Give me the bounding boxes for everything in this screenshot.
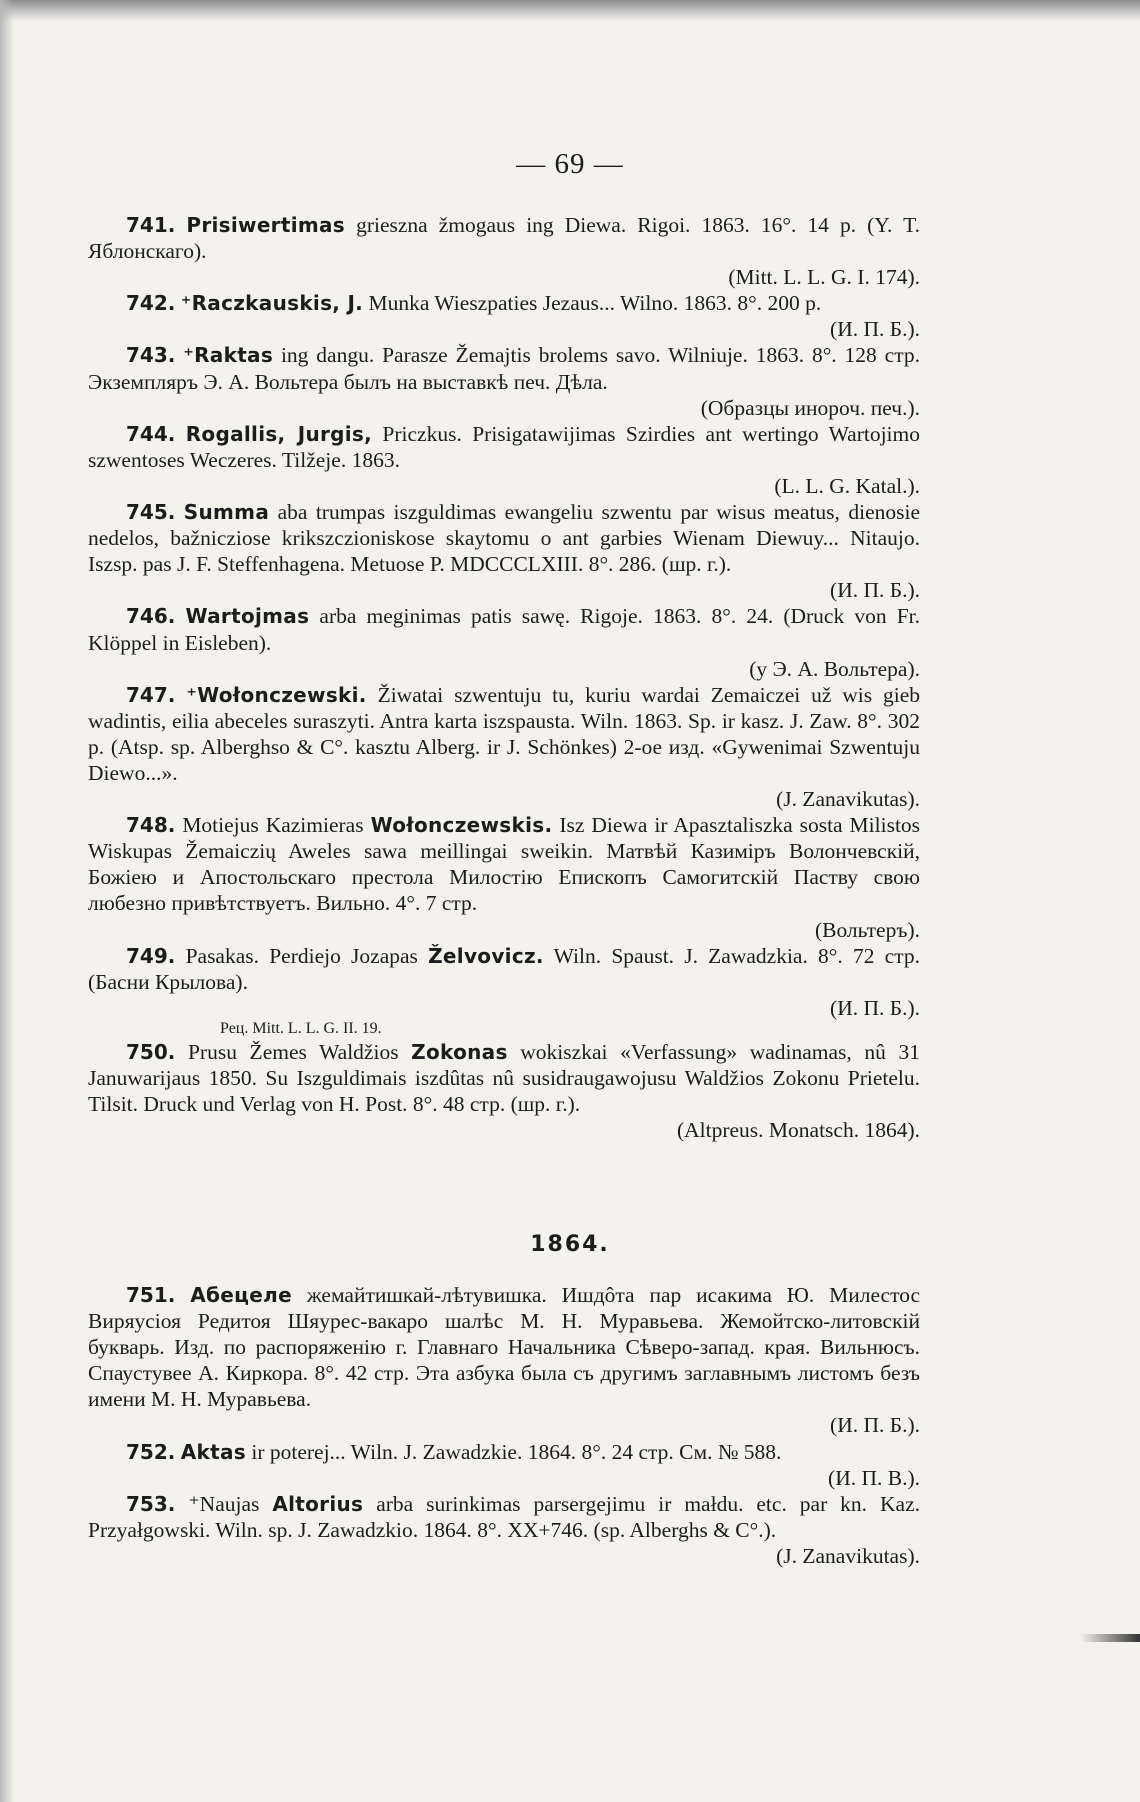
entry-text: Wiln. Spaust. J. Zawadzkia. 8°. 72 стр. (Басни Крылова). [88, 943, 920, 994]
entries-1863 [88, 212, 920, 1143]
scan-edge-top [0, 0, 1140, 22]
entry-prefix: Motiejus Kazimieras [182, 813, 364, 838]
entries-1864 [88, 1282, 920, 1569]
entry-number: 744. [126, 421, 176, 446]
entry-source: (Образцы инороч. печ.). [700, 395, 920, 420]
entry-text: ir poterej... Wiln. J. Zawadzkie. 1864. 8°. 24 стр. См. № 588. [251, 1439, 782, 1464]
entry-heading: Zokonas [411, 1039, 508, 1064]
entry-source: (J. Zanavikutas). [776, 1543, 920, 1568]
review-note: Рец. Mitt. L. L. G. II. 19. [220, 1019, 382, 1037]
entry-text: arba meginimas patis sawę. Rigoje. 1863. 8°. 24. (Druck von Fr. Klöppel in Eisleben). [88, 604, 921, 655]
entry-number: 752. [126, 1439, 176, 1464]
scan-edge-left [0, 0, 14, 1802]
entry-number: 753. [126, 1491, 176, 1516]
entry-text: aba trumpas iszguldimas ewangeliu szwentu par wisus meatus, dienosie nedelos, bažnicziose krikszczioniskose skaytomu o ant garbies Wienam Diewuy... Nitaujo. Iszsp. pas J. F. Steffenhagena. Metuose P. MDCCCLXIII. 8°. 286. (шр. г.). [88, 500, 921, 577]
entry-prefix: Prusu Žemes Waldžios [187, 1039, 399, 1064]
page-number: — 69 — [516, 148, 624, 180]
entry-heading: Абецеле [190, 1283, 292, 1307]
entry-source: (L. L. G. Katal.). [774, 473, 920, 498]
entry-heading: ⁺Raczkauskis, J. [180, 291, 364, 316]
entry-text: wokiszkai «Verfassung» wadinamas, nû 31 Januwarijaus 1850. Su Iszguldimais iszdûtas nû susidraugawojusu Waldžios Zokonu Prietelu. Tilsit. Druck und Verlag von H. Post. 8°. 48 стр. (шр. г.). [88, 1039, 921, 1117]
bibliography-entry [88, 603, 920, 681]
entry-source: (Altpreus. Monatsch. 1864). [676, 1118, 920, 1143]
entry-text: grieszna žmogaus ing Diewa. Rigoi. 1863. 16°. 14 p. (Y. T. Яблонскаго). [88, 213, 920, 264]
bibliography-entry [88, 421, 920, 499]
entry-number: 749. [126, 943, 176, 968]
entry-source: (И. П. Б.). [830, 578, 920, 603]
entry-source: (Mitt. L. L. G. I. 174). [728, 265, 920, 290]
entry-text: arba surinkimas parsergejimu ir małdu. etc. par kn. Kaz. Przyałgowski. Wiln. sp. J. Zawadzkio. 1864. 8°. XX+746. (sp. Alberghs & C°.). [88, 1491, 920, 1542]
entry-number: 743. [126, 343, 176, 368]
entry-text: Žiwatai szwentuju tu, kuriu wardai Zemaiczei už wis gieb wadintis, eilia abeceles suraszyti. Antra karta iszspausta. Wiln. 1863. Sp. ir kasz. J. Zaw. 8°. 302 p. (Atsp. sp. Alberghso & C°. kasztu Alberg. ir J. Schönkes) 2-ое изд. «Gywenimai Szwentuju Diewo...». [88, 682, 921, 785]
entry-heading: Prisiwertimas [186, 213, 346, 237]
entry-prefix: Pasakas. Perdiejo Jozapas [185, 943, 418, 968]
entry-text: Munka Wieszpaties Jezaus... Wilno. 1863. 8°. 200 p. [368, 291, 822, 316]
entry-source: (Вольтеръ). [814, 917, 920, 942]
bibliography-entry [88, 1282, 920, 1439]
entry-source: (J. Zanavikutas). [776, 787, 920, 812]
entry-source: (И. П. Б.). [830, 995, 920, 1020]
entry-number: 750. [126, 1039, 176, 1064]
entry-heading: ⁺Wołonczewski. [186, 682, 367, 707]
entry-number: 751. [126, 1283, 176, 1307]
entry-number: 748. [126, 813, 176, 838]
entry-heading: ⁺Raktas [183, 343, 274, 368]
entry-heading: Summa [183, 500, 270, 525]
entry-number: 746. [126, 604, 176, 629]
bibliography-entry [88, 943, 920, 1021]
entry-heading: Altorius [272, 1491, 364, 1516]
bibliography-entry [88, 290, 920, 342]
bibliography-entry [88, 1039, 920, 1143]
entry-source: (И. П. В.). [828, 1465, 920, 1490]
bibliography-entry [88, 1439, 920, 1491]
entry-source: (у Э. А. Вольтера). [749, 656, 920, 681]
entry-heading: Aktas [180, 1439, 246, 1464]
entry-number: 741. [126, 213, 176, 237]
entry-text: ing dangu. Parasze Žemajtis brolems savo. Wilniuje. 1863. 8°. 128 стр. Экземпляръ Э. А. Вольтера былъ на выставкѣ печ. Дѣла. [88, 343, 921, 394]
entry-number: 747. [126, 682, 176, 707]
entry-source: (И. П. Б.). [830, 317, 920, 342]
entry-source: (И. П. Б.). [830, 1413, 920, 1438]
entry-number: 742. [126, 291, 176, 316]
entry-text: Isz Diewa ir Apasztaliszka sosta Milistos Wiskupas Žemaiczių Aweles sawa meillingai sweikin. Матвѣй Казиміръ Волончевскій, Божіею и Апостольскаго престола Милостію Епископъ Самогитскій Паству свою любезно привѣтствуетъ. Вильно. 4°. 7 стр. [88, 813, 921, 916]
bibliography-entry [88, 1491, 920, 1569]
bibliography-entry [88, 499, 920, 603]
entry-number: 745. [126, 500, 176, 525]
scan-mark [1080, 1634, 1140, 1642]
entry-prefix: ⁺Naujas [188, 1491, 260, 1516]
entry-heading: Wartojmas [185, 604, 310, 629]
entry-heading: Wołonczewskis. [370, 813, 553, 838]
bibliography-entry [88, 212, 920, 290]
entry-heading: Rogallis, Jurgis, [185, 421, 373, 446]
entry-text: Priczkus. Prisigatawijimas Szirdies ant wertingo Wartojimo szwentoses Weczeres. Tilžeje. 1863. [88, 421, 921, 472]
entry-text: жемайтишкай-лѣтувишка. Ишдôта пар исакима Ю. Милестос Виряусіоя Редитоя Шяурес-вакаро шалѣс М. Н. Муравьева. Жемойтско-литовскій букварь. Изд. по распоряженію г. Главнаго Начальника Сѣверо-запад. края. Вильнюсъ. Спаустувее А. Киркора. 8°. 42 стр. Эта азбука была съ другимъ заглавнымъ листомъ безъ имени М. Н. Муравьева. [88, 1283, 921, 1412]
bibliography-entry [88, 682, 920, 812]
year-heading: 1864. [530, 1232, 610, 1257]
bibliography-entry [88, 812, 920, 942]
entry-heading: Želvovicz. [428, 943, 544, 968]
bibliography-entry [88, 342, 920, 420]
